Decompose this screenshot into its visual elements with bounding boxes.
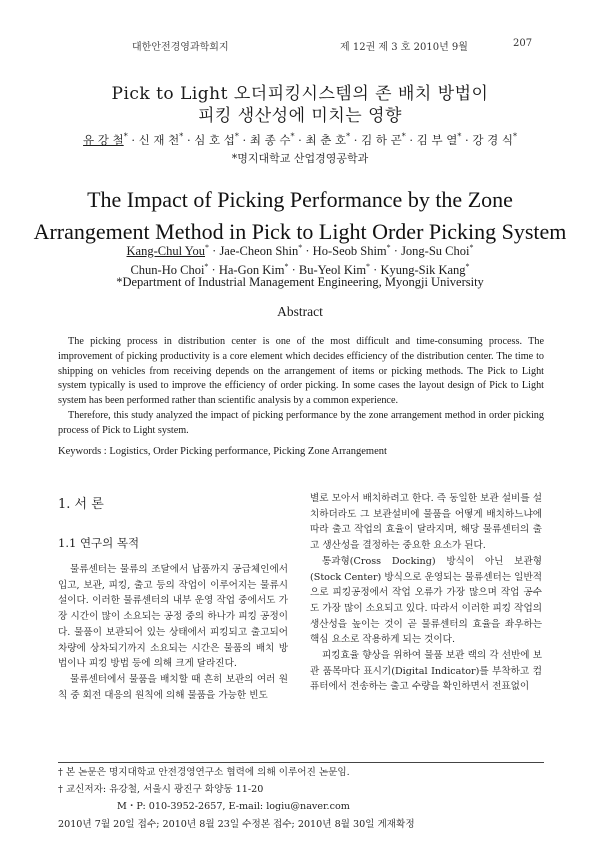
author-name: Jong-Su Choi xyxy=(401,244,470,259)
author-separator: · xyxy=(302,244,313,259)
author-separator: · xyxy=(209,244,220,259)
korean-title-line2: 피킹 생산성에 미치는 영향 xyxy=(198,106,402,126)
author-separator: · xyxy=(405,133,417,147)
footnote-divider xyxy=(58,762,544,763)
author-separator: · xyxy=(350,133,362,147)
footnote-corresponding-author: † 교신저자: 유강철, 서울시 광진구 화양동 11-20 xyxy=(58,784,264,795)
footnote-dates: 2010년 7월 20일 접수; 2010년 8월 23일 수정본 접수; 2010년 8월 30일 게재확정 xyxy=(58,819,415,830)
author-separator: · xyxy=(208,263,219,278)
abstract-body xyxy=(58,335,544,439)
keywords: Keywords : Logistics, Order Picking performance, Picking Zone Arrangement xyxy=(58,446,387,457)
author-mark: * xyxy=(290,132,295,142)
author-mark: * xyxy=(346,132,351,142)
issue-info: 제 12권 제 3 호 2010년 9월 xyxy=(340,42,468,53)
author-mark: * xyxy=(386,243,391,252)
author-mark: * xyxy=(469,243,474,252)
author-mark: * xyxy=(465,262,470,271)
author-name: 심 호 섭 xyxy=(194,133,235,147)
author-name: Kang-Chul You xyxy=(126,244,206,259)
author-separator: · xyxy=(288,263,299,278)
footnote-acknowledgement: † 본 논문은 명지대학교 안전경영연구소 협력에 의해 이루어진 논문임. xyxy=(58,767,350,778)
left-column xyxy=(58,562,288,703)
korean-affiliation: *명지대학교 산업경영공학과 xyxy=(231,152,369,165)
author-mark: * xyxy=(123,132,128,142)
author-separator: · xyxy=(294,133,306,147)
author-name: 신 재 천 xyxy=(138,133,180,147)
author-mark: * xyxy=(366,262,371,271)
english-title-line2: Arrangement Method in Pick to Light Order Picking System xyxy=(33,219,567,244)
abstract-paragraph: The picking process in distribution center is one of the most difficult and time-consuming process. The improvement of picking productivity is a core element which decides efficiency of the distribution center. The time to shipping on vehicles from receiving depends on the arrangement of items or picking methods. The Pick to Light system typically is used to improve the efficiency of order picking. In some cases the layout design of Pick to Light system has been performed rather than scientific analysis by a common experience. xyxy=(58,336,544,407)
author-separator: · xyxy=(238,133,250,147)
body-paragraph: 피킹효율 향상을 위하여 물품 보관 랙의 각 선반에 보관 품목마다 표시기(Digital Indicator)를 부착하고 컴퓨터에서 전송하는 출고 수량을 확인하면서 전표없이 xyxy=(310,650,542,693)
author-mark: * xyxy=(298,243,303,252)
author-mark: * xyxy=(204,262,209,271)
page-number: 207 xyxy=(513,38,533,49)
author-separator: · xyxy=(127,133,139,147)
author-mark: * xyxy=(457,132,462,142)
author-name: Bu-Yeol Kim xyxy=(298,263,367,278)
author-name: 김 하 곤 xyxy=(361,133,402,147)
abstract-heading: Abstract xyxy=(277,304,323,319)
english-title-line1: The Impact of Picking Performance by the Zone xyxy=(87,187,513,212)
subsection-heading: 1.1 연구의 목적 xyxy=(58,536,140,550)
author-name: 유 강 철 xyxy=(83,133,124,147)
author-name: Chun-Ho Choi xyxy=(130,263,205,278)
korean-title-line1: Pick to Light 오더피킹시스템의 존 배치 방법이 xyxy=(111,84,489,104)
author-name: Ho-Seob Shim xyxy=(312,244,387,259)
author-name: Ha-Gon Kim xyxy=(218,263,285,278)
body-paragraph: 물류센터에서 물품을 배치할 때 흔히 보관의 여러 원칙 중 회전 대응의 원칙에 의해 물품을 가능한 빈도 xyxy=(58,673,288,701)
author-name: Kyung-Sik Kang xyxy=(380,263,466,278)
author-mark: * xyxy=(401,132,406,142)
body-paragraph: 물류센터는 물류의 조달에서 납품까지 공급체인에서 입고, 보관, 피킹, 출고 등의 작업이 이루어지는 물류시설이다. 이러한 물류센터의 내부 운영 작업 중에서도 가장 시간이 많이 소요되는 공정 중의 하나가 피킹 공정이다. 물품이 보관되어 있는 상태에서 피킹되고 출고되어 차량에 상차되기까지 소요되는 시간은 물품의 배치 방법이나 피킹 방법 등에 의해 크게 달라진다. xyxy=(58,564,288,670)
author-name: Jae-Cheon Shin xyxy=(219,244,299,259)
footnote-contact: M・P: 010-3952-2657, E-mail: logiu@naver.com xyxy=(117,801,350,812)
section-heading: 1. 서 론 xyxy=(58,497,104,512)
author-separator: · xyxy=(461,133,473,147)
author-mark: * xyxy=(284,262,289,271)
author-name: 최 춘 호 xyxy=(305,133,347,147)
author-name: 최 종 수 xyxy=(249,133,291,147)
author-name: 김 부 열 xyxy=(416,133,458,147)
author-mark: * xyxy=(512,132,517,142)
author-mark: * xyxy=(234,132,239,142)
journal-name: 대한안전경영과학회지 xyxy=(132,42,229,53)
abstract-paragraph: Therefore, this study analyzed the impact of picking performance by the zone arrangement method in order picking process of Pick to Light system. xyxy=(58,409,544,436)
author-separator: · xyxy=(390,244,402,259)
body-paragraph: 별로 모아서 배치하려고 한다. 즉 동일한 보관 설비를 설치하더라도 그 보관설비에 물품을 어떻게 배치하느냐에 따라 출고 작업의 효율이 달라지며, 해당 물류센터의 출고 생산성을 결정하는 중요한 요소가 된다. xyxy=(310,493,542,552)
author-mark: * xyxy=(179,132,184,142)
author-separator: · xyxy=(183,133,195,147)
author-name: 강 경 식 xyxy=(472,133,513,147)
author-mark: * xyxy=(205,243,210,252)
body-paragraph: 통과형(Cross Docking) 방식이 아닌 보관형(Stock Center) 방식으로 운영되는 물류센터는 일반적으로 피킹공정에서 작업 오류가 가장 많으며 작업 공수도 가장 많이 소요되고 있다. 따라서 이러한 피킹 작업의 생산성을 높이는 것이 곧 물류센터의 효율을 좌우하는 핵심 요소로 작용하게 되는 것이다. xyxy=(310,555,542,646)
korean-authors xyxy=(0,132,600,148)
english-affiliation: *Department of Industrial Management Engineering, Myongji University xyxy=(116,275,484,289)
author-separator: · xyxy=(370,263,381,278)
right-column xyxy=(310,491,542,695)
